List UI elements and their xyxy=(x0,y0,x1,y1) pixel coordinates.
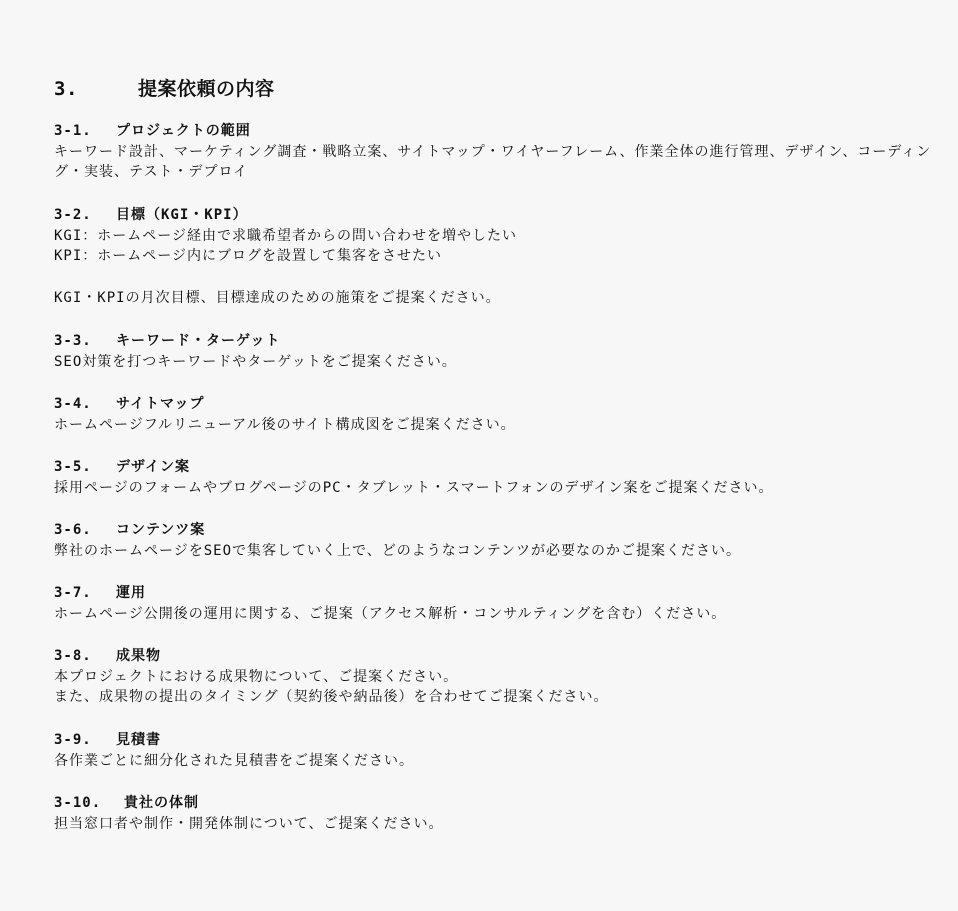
subsection-heading xyxy=(54,331,944,352)
subsection-operation xyxy=(54,583,944,624)
body-text: 弊社のホームページをSEOで集客していく上で、どのようなコンテンツが必要なのかご提案ください。 xyxy=(54,543,742,559)
subsection-deliverables xyxy=(54,646,944,707)
body-text: KPI：ホームページ内にブログを設置して集客をさせたい xyxy=(54,248,443,264)
subsection-title: 見積書 xyxy=(116,732,161,748)
subsection-number: 3-2. xyxy=(54,207,92,223)
subsection-number: 3-5. xyxy=(54,459,92,475)
section-number: 3. xyxy=(54,78,78,100)
body-text: また、成果物の提出のタイミング（契約後や納品後）を合わせてご提案ください。 xyxy=(54,689,609,705)
body-text: 各作業ごとに細分化された見積書をご提案ください。 xyxy=(54,753,414,769)
subsection-title: 運用 xyxy=(116,585,146,601)
body-text: KGI：ホームページ経由で求職希望者からの問い合わせを増やしたい xyxy=(54,228,518,244)
subsection-number: 3-4. xyxy=(54,396,92,412)
body-text: 担当窓口者や制作・開発体制について、ご提案ください。 xyxy=(54,816,444,832)
subsection-title: サイトマップ xyxy=(116,396,205,412)
subsection-heading xyxy=(54,205,944,226)
subsection-design xyxy=(54,457,944,498)
subsection-title: コンテンツ案 xyxy=(116,522,206,538)
body-text: キーワード設計、マーケティング調査・戦略立案、サイトマップ・ワイヤーフレーム、作業全体の進行管理、デザイン、コーディング・実装、テスト・デプロイ xyxy=(54,144,932,180)
body-text: KGI・KPIの月次目標、目標達成のための施策をご提案ください。 xyxy=(54,290,501,306)
subsection-title: 成果物 xyxy=(116,648,161,664)
subsection-number: 3-6. xyxy=(54,522,92,538)
subsection-title: 目標（KGI・KPI） xyxy=(116,207,248,223)
body-text: 本プロジェクトにおける成果物について、ご提案ください。 xyxy=(54,669,459,685)
subsection-heading xyxy=(54,730,944,751)
subsection-number: 3-3. xyxy=(54,333,92,349)
subsection-number: 3-7. xyxy=(54,585,92,601)
subsection-number: 3-9. xyxy=(54,732,92,748)
subsection-title: デザイン案 xyxy=(116,459,191,475)
subsection-structure xyxy=(54,793,944,834)
subsection-heading xyxy=(54,793,944,814)
subsection-number: 3-8. xyxy=(54,648,92,664)
section-title xyxy=(54,74,275,101)
subsection-title: キーワード・ターゲット xyxy=(116,333,281,349)
section-title-text: 提案依頼の内容 xyxy=(138,78,275,100)
body-text: ホームページ公開後の運用に関する、ご提案（アクセス解析・コンサルティングを含む）ください。 xyxy=(54,606,727,622)
body-text: 採用ページのフォームやブログページのPC・タブレット・スマートフォンのデザイン案をご提案ください。 xyxy=(54,480,774,496)
subsection-sitemap xyxy=(54,394,944,435)
subsection-heading xyxy=(54,121,944,142)
subsection-number: 3-1. xyxy=(54,123,92,139)
subsection-heading xyxy=(54,646,944,667)
subsection-heading xyxy=(54,520,944,541)
subsection-scope xyxy=(54,121,944,182)
subsection-number: 3-10. xyxy=(54,795,102,811)
subsection-estimate xyxy=(54,730,944,771)
subsection-heading xyxy=(54,394,944,415)
subsection-keywords xyxy=(54,331,944,372)
subsection-heading xyxy=(54,583,944,604)
subsection-content xyxy=(54,520,944,561)
subsection-goals xyxy=(54,205,944,308)
body-text: SEO対策を打つキーワードやターゲットをご提案ください。 xyxy=(54,354,457,370)
subsection-heading xyxy=(54,457,944,478)
subsection-title: プロジェクトの範囲 xyxy=(116,123,251,139)
subsection-title: 貴社の体制 xyxy=(124,795,199,811)
body-text: ホームページフルリニューアル後のサイト構成図をご提案ください。 xyxy=(54,417,516,433)
